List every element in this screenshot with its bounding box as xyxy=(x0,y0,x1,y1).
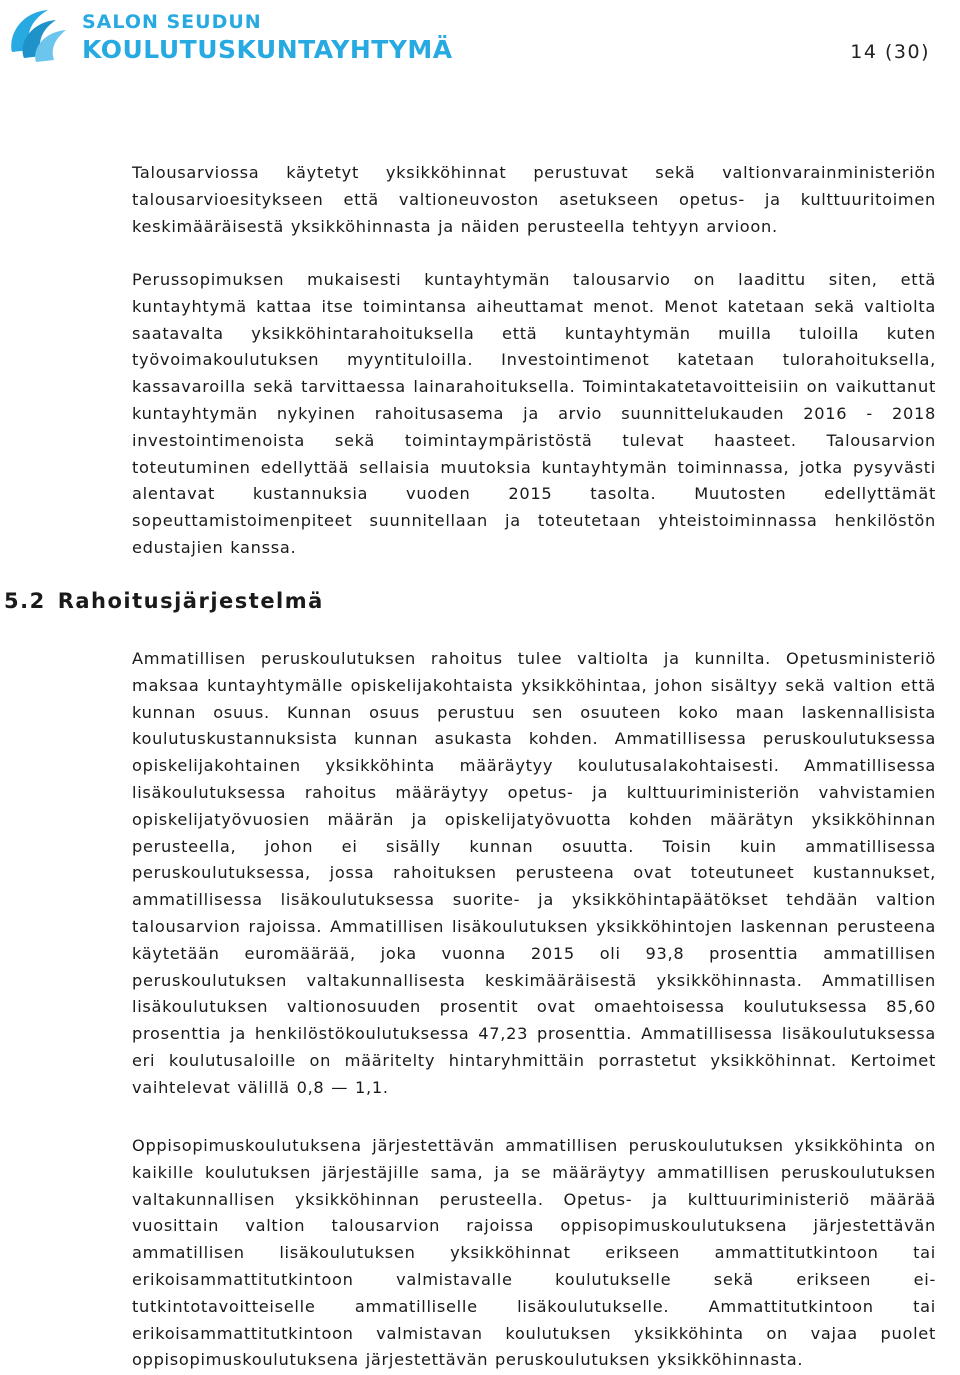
organization-name-line2: KOULUTUSKUNTAYHTYMÄ xyxy=(82,35,453,64)
paragraph-budget-unit-prices: Talousarviossa käytetyt yksikköhinnat perustuvat sekä valtionvarainministeriön talousarvioesitykseen että valtioneuvoston asetukseen opetus- ja kulttuuritoimen keskimääräisestä yksikköhinnasta ja näiden perusteella tehtyyn arvioon. xyxy=(132,163,936,236)
paragraph-basic-agreement: Perussopimuksen mukaisesti kuntayhtymän talousarvio on laadittu siten, että kuntayhtymä kattaa itse toimintansa aiheuttamat menot. Menot katetaan sekä valtiolta saatavalta yksikköhintarahoituksella että kuntayhtymän muilla tuloilla kuten työvoimakoulutuksen myyntituloilla. Investointimenot katetaan tulorahoituksella, kassavaroilla sekä tarvittaessa lainarahoituksella. Toimintakatetavoitteisiin on vaikuttanut kuntayhtymän nykyinen rahoitusasema ja arvio suunnittelukauden 2016 - 2018 investointimenoista sekä toimintaympäristöstä tulevat haasteet. Talousarvion toteutuminen edellyttää sellaisia muutoksia kuntayhtymän toiminnassa, jotka pysyvästi alentavat kustannuksia vuoden 2015 tasolta. Muutosten edellyttämät sopeuttamistoimenpiteet suunnitellaan ja toteutetaan yhteistoiminnassa henkilöstön edustajien kanssa. xyxy=(132,270,936,557)
paragraph-apprenticeship-funding: Oppisopimuskoulutuksena järjestettävän ammatillisen peruskoulutuksen yksikköhinta on kaikille koulutuksen järjestäjille sama, ja se määräytyy ammatillisen peruskoulutuksen valtakunnallisen yksikköhinnan perusteella. Opetus- ja kulttuuriministeriö määrää vuosittain valtion talousarvion rajoissa oppisopimuskoulutuksena järjestettävän ammatillisen lisäkoulutuksen yksikköhinnat erikseen ammattitutkintoon tai erikoisammattitutkintoon valmistavalle koulutukselle sekä erikseen ei-tutkintotavoitteiselle ammatilliselle lisäkoulutukselle. Ammattitutkintoon tai erikoisammattitutkintoon valmistavan koulutuksen yksikköhinta on vajaa puolet oppisopimuskoulutuksena järjestettävän peruskoulutuksen yksikköhinnasta. xyxy=(132,1136,936,1370)
page-number: 14 (30) xyxy=(850,41,930,63)
page-header xyxy=(0,0,960,80)
swirl-logo-icon xyxy=(4,4,74,66)
organization-logo xyxy=(4,4,474,66)
section-number: 5.2 xyxy=(4,589,46,613)
section-title: Rahoitusjärjestelmä xyxy=(57,589,324,613)
section-heading xyxy=(4,589,324,613)
paragraph-vocational-funding: Ammatillisen peruskoulutuksen rahoitus tulee valtiolta ja kunnilta. Opetusministeriö maksaa kuntayhtymälle opiskelijakohtaista yksikköhintaa, johon sisältyy sekä valtion että kunnan osuus. Kunnan osuus perustuu sen osuuteen koko maan laskennallisista koulutuskustannuksista kunnan asukasta kohden. Ammatillisessa peruskoulutuksessa opiskelijakohtainen yksikköhinta määräytyy koulutusalakohtaisesti. Ammatillisessa lisäkoulutuksessa rahoitus määräytyy opetus- ja kulttuuriministeriön vahvistamien opiskelijatyövuosien määrän ja opiskelijatyövuotta kohden määrätyn yksikköhinnan perusteella, johon ei sisälly kunnan osuutta. Toisin kuin ammatillisessa peruskoulutuksessa, jossa rahoituksen perusteena ovat toteutuneet kustannukset, ammatillisessa lisäkoulutuksessa suorite- ja yksikköhintapäätökset tehdään valtion talousarvion rajoissa. Ammatillisen lisäkoulutuksen yksikköhintojen laskennan perusteena käytetään euromäärää, joka vuonna 2015 oli 93,8 prosenttia ammatillisen peruskoulutuksen valtakunnallisesta keskimääräisestä yksikköhinnasta. Ammatillisen lisäkoulutuksen valtionosuuden prosentit ovat omaehtoisessa koulutuksessa 85,60 prosenttia ja henkilöstökoulutuksessa 47,23 prosenttia. Ammatillisessa lisäkoulutuksessa eri koulutusaloille on määritelty hintaryhmittäin porrastetut yksikköhinnat. Kertoimet vaihtelevat välillä 0,8 — 1,1. xyxy=(132,649,936,1097)
organization-name-line1: SALON SEUDUN xyxy=(82,11,262,33)
